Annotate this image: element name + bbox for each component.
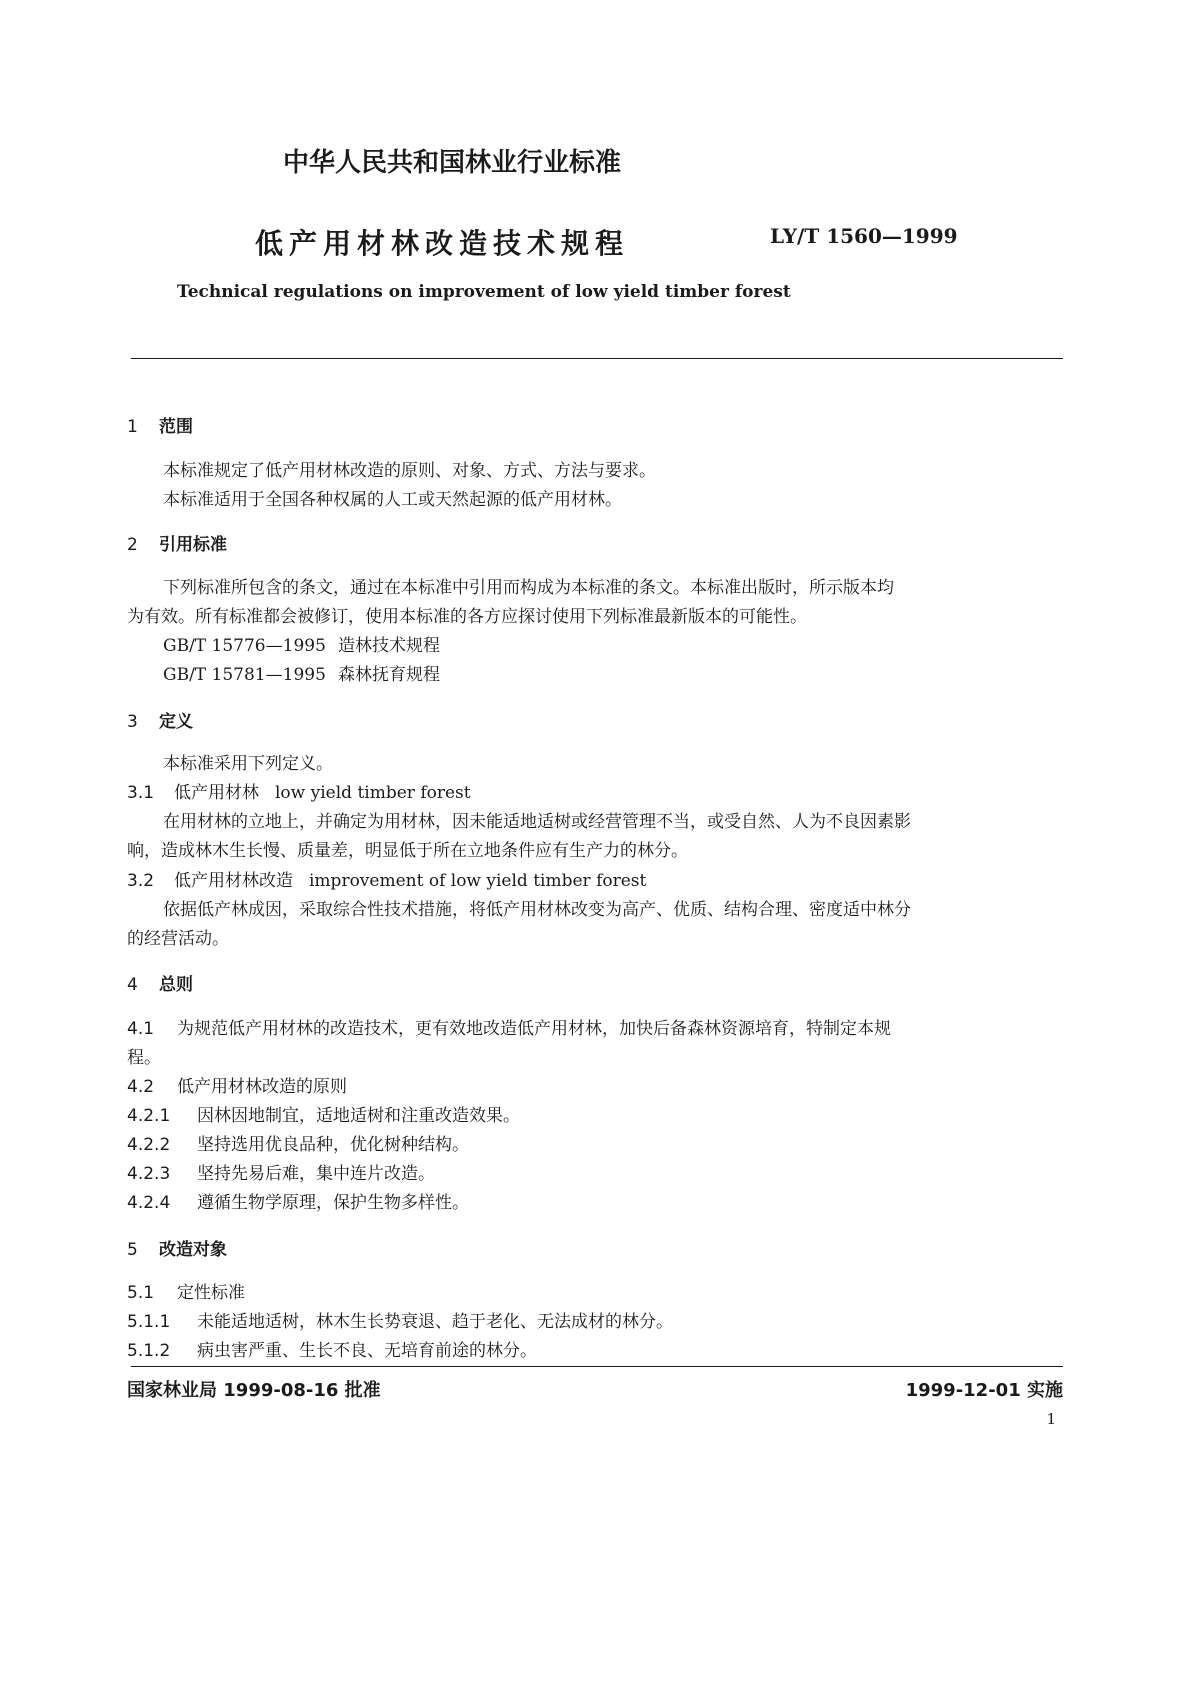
term-english: low yield timber forest — [275, 783, 471, 803]
clause-item — [127, 1101, 520, 1126]
section-number: 3 — [127, 712, 138, 732]
implementation-date: 1999-12-01 实施 — [905, 1380, 1063, 1401]
section-2-paragraph-line-2: 为有效。所有标准都会被修订，使用本标准的各方应探讨使用下列标准最新版本的可能性。 — [127, 607, 807, 627]
term-chinese: 低产用材林 — [174, 783, 259, 803]
definition-3-1-term — [127, 778, 471, 803]
standard-code: LY/T 1560—1999 — [770, 224, 958, 248]
approval-statement: 国家林业局 1999-08-16 批准 — [127, 1380, 381, 1401]
clause-number: 3.1 — [127, 783, 155, 803]
clause-item — [127, 1159, 435, 1184]
reference-code: GB/T 15776—1995 — [163, 636, 326, 656]
clause-text: 坚持先易后难，集中连片改造。 — [197, 1164, 435, 1184]
clause-text: 因林因地制宜，适地适树和注重改造效果。 — [197, 1106, 520, 1126]
section-number: 2 — [127, 535, 138, 555]
clause-4-2 — [127, 1072, 347, 1097]
clause-item — [127, 1130, 469, 1155]
term-english: improvement of low yield timber forest — [309, 871, 647, 891]
reference-name: 造林技术规程 — [338, 636, 440, 656]
clause-text: 未能适地适树，林木生长势衰退、趋于老化、无法成材的林分。 — [197, 1312, 673, 1332]
clause-item — [127, 1188, 469, 1213]
section-3-intro: 本标准采用下列定义。 — [163, 754, 333, 774]
clause-number: 4.2.4 — [127, 1193, 171, 1213]
definition-3-1-line-1: 在用材林的立地上，并确定为用材林，因未能适地适树或经营管理不当，或受自然、人为不良因素影 — [163, 812, 911, 832]
clause-item — [127, 1336, 537, 1361]
term-chinese: 低产用材林改造 — [174, 871, 293, 891]
standard-category: 中华人民共和国林业行业标准 — [283, 148, 622, 178]
clause-number: 4.2.3 — [127, 1164, 171, 1184]
clause-item — [127, 1307, 673, 1332]
definition-3-2-term — [127, 866, 646, 891]
clause-number: 4.2 — [127, 1077, 155, 1097]
header-divider — [131, 358, 1063, 359]
section-2-heading — [127, 530, 227, 555]
clause-5-1 — [127, 1278, 245, 1303]
section-5-heading — [127, 1235, 227, 1260]
clause-number: 4.2.1 — [127, 1106, 171, 1126]
section-4-heading — [127, 970, 193, 995]
clause-number: 5.1.1 — [127, 1312, 171, 1332]
section-number: 1 — [127, 417, 138, 437]
clause-4-1-line-2: 程。 — [127, 1048, 161, 1068]
clause-number: 5.1.2 — [127, 1341, 171, 1361]
clause-number: 3.2 — [127, 871, 155, 891]
section-title: 改造对象 — [159, 1240, 227, 1260]
section-2-paragraph-line-1: 下列标准所包含的条文，通过在本标准中引用而构成为本标准的条文。本标准出版时，所示版本均 — [163, 578, 894, 598]
section-title: 范围 — [159, 417, 193, 437]
section-title: 总则 — [159, 975, 193, 995]
footer-divider — [131, 1366, 1063, 1367]
clause-text: 定性标准 — [177, 1283, 245, 1303]
clause-text: 遵循生物学原理，保护生物多样性。 — [197, 1193, 469, 1213]
reference-item — [163, 631, 440, 656]
definition-3-2-line-1: 依据低产林成因，采取综合性技术措施，将低产用材林改变为高产、优质、结构合理、密度适中林分 — [163, 900, 911, 920]
definition-3-1-line-2: 响，造成林木生长慢、质量差，明显低于所在立地条件应有生产力的林分。 — [127, 841, 688, 861]
clause-number: 5.1 — [127, 1283, 155, 1303]
section-number: 5 — [127, 1240, 138, 1260]
clause-number: 4.1 — [127, 1019, 155, 1039]
clause-text: 病虫害严重、生长不良、无培育前途的林分。 — [197, 1341, 537, 1361]
clause-text: 低产用材林改造的原则 — [177, 1077, 347, 1097]
reference-code: GB/T 15781—1995 — [163, 665, 326, 685]
section-title: 定义 — [159, 712, 193, 732]
clause-text: 坚持选用优良品种，优化树种结构。 — [197, 1135, 469, 1155]
reference-item — [163, 660, 440, 685]
section-1-paragraph-1: 本标准规定了低产用材林改造的原则、对象、方式、方法与要求。 — [163, 461, 656, 481]
clause-4-1-line-1 — [127, 1014, 891, 1039]
clause-number: 4.2.2 — [127, 1135, 171, 1155]
section-title: 引用标准 — [159, 535, 227, 555]
section-number: 4 — [127, 975, 138, 995]
clause-text: 为规范低产用材林的改造技术，更有效地改造低产用材林，加快后备森林资源培育，特制定本规 — [177, 1019, 891, 1039]
page-number: 1 — [1046, 1410, 1056, 1428]
definition-3-2-line-2: 的经营活动。 — [127, 929, 229, 949]
section-3-heading — [127, 707, 193, 732]
section-1-paragraph-2: 本标准适用于全国各种权属的人工或天然起源的低产用材林。 — [163, 490, 622, 510]
english-title: Technical regulations on improvement of low yield timber forest — [177, 282, 791, 302]
reference-name: 森林抚育规程 — [338, 665, 440, 685]
document-title: 低产用材林改造技术规程 — [255, 227, 630, 260]
section-1-heading — [127, 412, 193, 437]
